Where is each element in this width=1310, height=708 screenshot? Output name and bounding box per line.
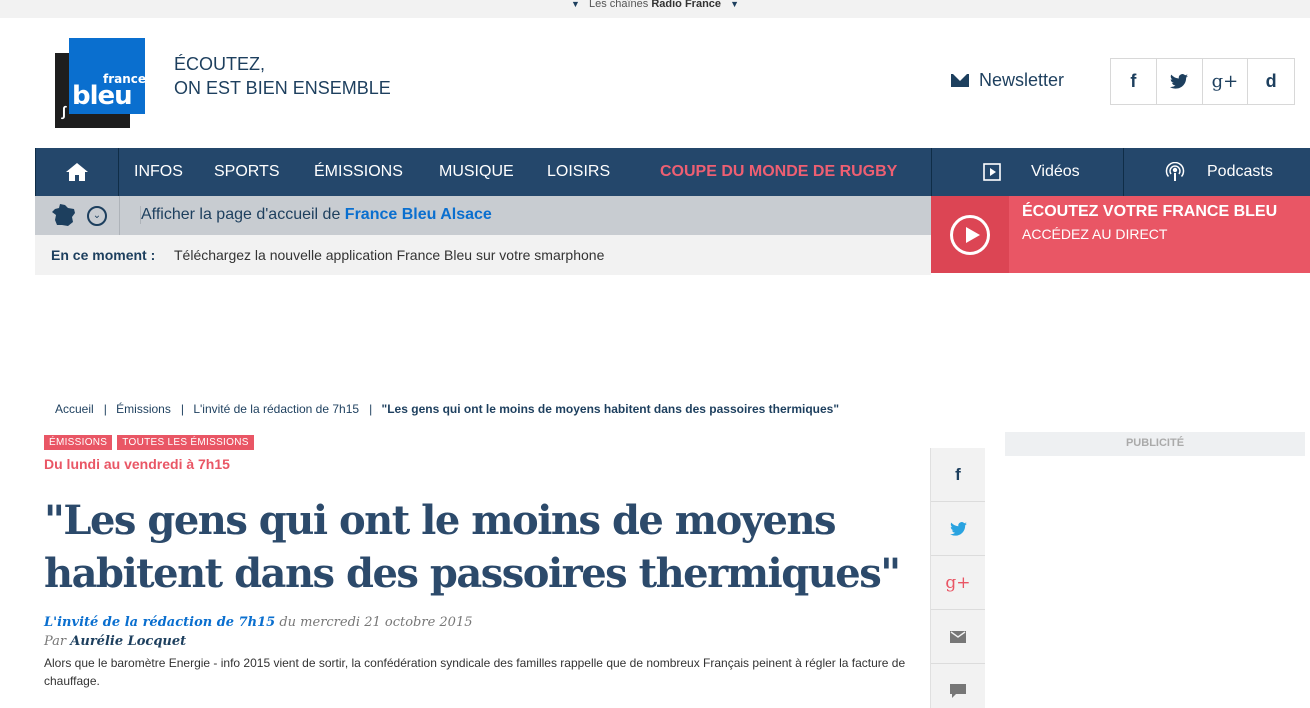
live-subtitle: ACCÉDEZ AU DIRECT bbox=[1022, 226, 1168, 242]
live-title: ÉCOUTEZ VOTRE FRANCE BLEU bbox=[1022, 203, 1278, 220]
twitter-icon[interactable] bbox=[1157, 59, 1203, 104]
nav-podcasts[interactable] bbox=[1165, 148, 1273, 196]
share-twitter-icon[interactable] bbox=[931, 502, 985, 556]
play-button[interactable] bbox=[931, 196, 1009, 273]
slogan-line-2: ON EST BIEN ENSEMBLE bbox=[174, 78, 391, 98]
now-label: En ce moment : bbox=[51, 247, 156, 263]
comment-bubble bbox=[950, 684, 966, 698]
breadcrumb-show[interactable]: L'invité de la rédaction de 7h15 bbox=[193, 402, 360, 416]
breadcrumb-current: "Les gens qui ont le moins de moyens habitent dans des passoires thermiques" bbox=[381, 402, 840, 416]
tag-all-emissions[interactable]: TOUTES LES ÉMISSIONS bbox=[117, 435, 253, 450]
nav-divider bbox=[931, 148, 932, 196]
slogan-line-1: ÉCOUTEZ, bbox=[174, 54, 266, 74]
envelope-icon bbox=[951, 74, 969, 87]
breadcrumb: Accueil | Émissions | L'invité de la rédaction de 7h15 | "Les gens qui ont le moins de moyens habitent dans des passoires thermiques" bbox=[55, 402, 840, 416]
home-button[interactable] bbox=[35, 148, 119, 196]
video-icon bbox=[983, 163, 1001, 181]
region-divider bbox=[119, 196, 120, 235]
article-title: "Les gens qui ont le moins de moyens habitent dans des passoires thermiques" bbox=[44, 497, 900, 597]
article-date: du mercredi 21 octobre 2015 bbox=[279, 615, 473, 630]
france-bleu-logo[interactable] bbox=[55, 38, 145, 128]
chevron-down-icon-right: ▼ bbox=[730, 0, 740, 9]
region-text: Afficher la page d'accueil de bbox=[141, 206, 341, 223]
share-email-icon[interactable] bbox=[931, 610, 985, 664]
nav-emissions[interactable]: ÉMISSIONS bbox=[314, 163, 403, 180]
newsletter-label: Newsletter bbox=[979, 70, 1065, 90]
slogan bbox=[174, 52, 391, 100]
chevron-down-icon: ▼ bbox=[570, 0, 580, 9]
strip-brand: Radio France bbox=[651, 0, 722, 10]
logo-mark-icon: ∫ bbox=[62, 103, 66, 119]
nav-musique[interactable]: MUSIQUE bbox=[439, 163, 514, 180]
strip-prefix: Les chaînes bbox=[588, 0, 649, 10]
now-message-link[interactable]: Téléchargez la nouvelle application France Bleu sur votre smarphone bbox=[174, 247, 605, 263]
show-schedule: Du lundi au vendredi à 7h15 bbox=[44, 456, 230, 472]
region-bar bbox=[35, 196, 931, 235]
dailymotion-icon[interactable]: d bbox=[1265, 71, 1277, 91]
advertising-label: PUBLICITÉ bbox=[1005, 432, 1305, 456]
play-icon bbox=[950, 215, 990, 255]
france-map-icon[interactable] bbox=[51, 203, 77, 227]
newsletter-link[interactable] bbox=[951, 70, 1064, 91]
main-nav bbox=[35, 148, 1310, 196]
author-prefix: Par bbox=[44, 634, 67, 649]
logo-text-bleu: bleu bbox=[72, 81, 132, 111]
listen-live-button[interactable] bbox=[931, 196, 1310, 273]
breadcrumb-emissions[interactable]: Émissions bbox=[116, 402, 171, 416]
article-author-meta bbox=[44, 634, 186, 649]
now-bar bbox=[35, 235, 931, 275]
podcast-icon bbox=[1165, 162, 1185, 182]
author-name[interactable]: Aurélie Locquet bbox=[70, 634, 187, 649]
nav-rugby-world-cup[interactable]: COUPE DU MONDE DE RUGBY bbox=[660, 163, 898, 180]
radio-france-strip[interactable] bbox=[0, 0, 1310, 18]
nav-podcasts-label: Podcasts bbox=[1207, 163, 1273, 180]
share-twitter-bird bbox=[950, 522, 967, 536]
social-links bbox=[1110, 58, 1295, 105]
google-plus-icon[interactable]: g+ bbox=[1203, 59, 1249, 104]
logo-text-france: france bbox=[103, 72, 147, 86]
share-facebook-icon[interactable]: f bbox=[931, 448, 985, 502]
email-envelope bbox=[950, 631, 966, 643]
share-comment-icon[interactable] bbox=[931, 664, 985, 708]
nav-divider-2 bbox=[1123, 148, 1124, 196]
facebook-icon[interactable]: f bbox=[1111, 59, 1157, 104]
twitter-bird bbox=[1170, 74, 1188, 89]
breadcrumb-home[interactable]: Accueil bbox=[55, 402, 94, 416]
article-intro: Alors que le baromètre Energie - info 2015 vient de sortir, la confédération syndicale des familles rappelle que de nombreux Français peinent à régler la facture de chauffage. bbox=[44, 656, 906, 688]
nav-videos[interactable] bbox=[983, 148, 1080, 196]
region-home-link[interactable] bbox=[140, 206, 492, 224]
share-rail bbox=[930, 448, 985, 708]
tag-emissions[interactable]: ÉMISSIONS bbox=[44, 435, 112, 450]
nav-loisirs[interactable]: LOISIRS bbox=[547, 163, 611, 180]
region-name: France Bleu Alsace bbox=[344, 206, 492, 223]
nav-infos[interactable]: INFOS bbox=[134, 163, 183, 180]
article-show-meta bbox=[44, 615, 472, 630]
show-link[interactable]: L'invité de la rédaction de 7h15 bbox=[44, 615, 276, 630]
home-icon bbox=[66, 163, 88, 181]
share-google-plus-icon[interactable]: g+ bbox=[931, 556, 985, 610]
region-dropdown-button[interactable]: ⌄ bbox=[87, 206, 107, 226]
nav-videos-label: Vidéos bbox=[1031, 163, 1080, 180]
tag-list bbox=[44, 435, 254, 450]
nav-sports[interactable]: SPORTS bbox=[214, 163, 280, 180]
